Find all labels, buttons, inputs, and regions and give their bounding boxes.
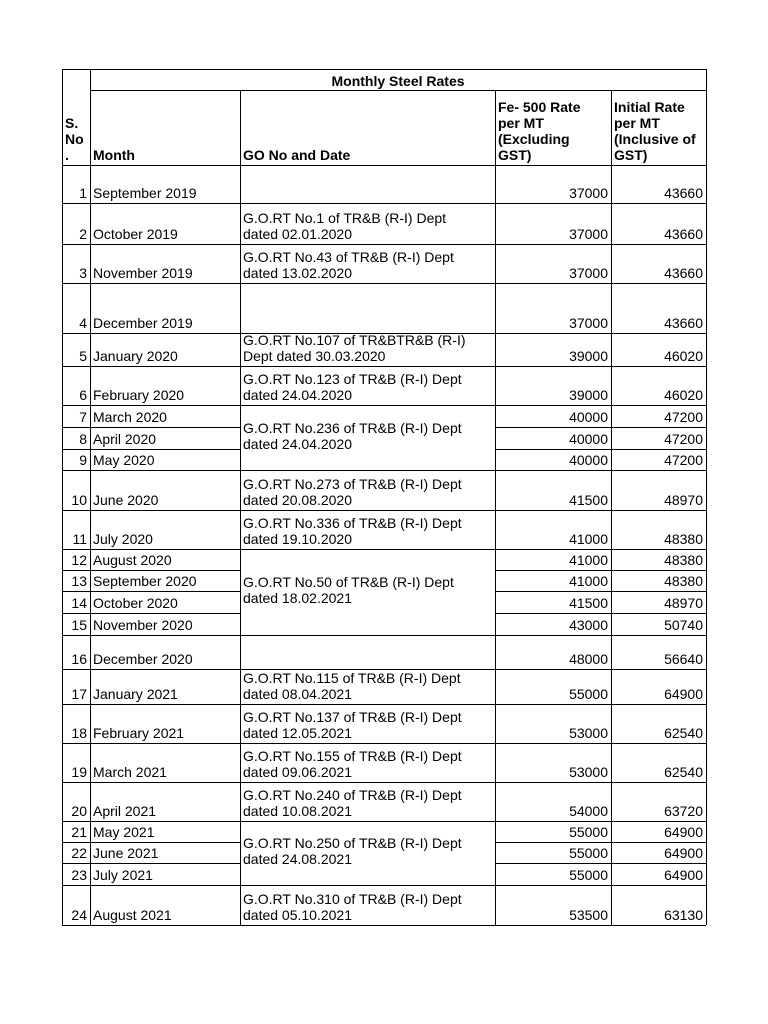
row-month: July 2020	[93, 531, 153, 547]
go-order-text: G.O.RT No.137 of TR&B (R-I) Dept dated 12.05.2021	[243, 709, 462, 741]
title-divider	[90, 90, 706, 91]
go-order-text: G.O.RT No.123 of TR&B (R-I) Dept dated 24.04.2020	[243, 371, 462, 403]
header-month: Month	[93, 147, 135, 163]
row-month: October 2020	[93, 595, 178, 611]
row-divider	[495, 427, 706, 428]
table-border	[62, 925, 706, 926]
row-sno: 7	[79, 409, 87, 425]
row-divider	[495, 366, 706, 367]
row-initial-rate: 47200	[664, 409, 703, 425]
row-divider	[495, 244, 706, 245]
row-sno: 6	[79, 387, 87, 403]
row-initial-rate: 46020	[664, 348, 703, 364]
row-divider	[62, 470, 240, 471]
go-group-divider	[240, 821, 495, 822]
row-sno: 3	[79, 265, 87, 281]
row-sno: 9	[79, 452, 87, 468]
row-month: September 2020	[93, 573, 197, 589]
row-sno: 17	[71, 686, 87, 702]
row-month: January 2020	[93, 348, 178, 364]
row-month: February 2020	[93, 387, 185, 403]
row-initial-rate: 48380	[664, 573, 703, 589]
row-month: November 2019	[93, 265, 193, 281]
row-initial-rate: 62540	[664, 725, 703, 741]
row-fe500-rate: 41000	[569, 552, 608, 568]
go-order-text: G.O.RT No.50 of TR&B (R-I) Dept dated 18.02.2021	[243, 574, 454, 606]
row-divider	[62, 405, 240, 406]
row-sno: 11	[72, 531, 87, 547]
go-order-text: G.O.RT No.310 of TR&B (R-I) Dept dated 05.10.2021	[243, 891, 462, 923]
row-divider	[495, 635, 706, 636]
row-initial-rate: 56640	[664, 651, 703, 667]
row-divider	[495, 863, 706, 864]
row-divider	[62, 570, 240, 571]
row-sno: 12	[71, 552, 87, 568]
row-sno: 21	[71, 824, 87, 840]
row-initial-rate: 47200	[664, 452, 703, 468]
row-initial-rate: 50740	[664, 617, 703, 633]
row-fe500-rate: 39000	[569, 387, 608, 403]
go-order-text: G.O.RT No.273 of TR&B (R-I) Dept dated 20.08.2020	[243, 476, 462, 508]
table-border	[62, 69, 63, 925]
row-divider	[62, 782, 240, 783]
go-order-text: G.O.RT No.1 of TR&B (R-I) Dept dated 02.01.2020	[243, 210, 447, 242]
row-sno: 2	[79, 226, 87, 242]
row-fe500-rate: 48000	[569, 651, 608, 667]
go-group-divider	[240, 549, 495, 550]
row-divider	[62, 203, 240, 204]
row-divider	[62, 549, 240, 550]
go-group-divider	[240, 366, 495, 367]
go-order-text: G.O.RT No.43 of TR&B (R-I) Dept dated 13.02.2020	[243, 249, 454, 281]
row-sno: 4	[79, 315, 87, 331]
row-fe500-rate: 37000	[569, 226, 608, 242]
row-divider	[495, 743, 706, 744]
row-divider	[495, 449, 706, 450]
row-month: June 2020	[93, 492, 159, 508]
row-initial-rate: 43660	[664, 185, 703, 201]
row-divider	[62, 449, 240, 450]
column-divider	[240, 90, 241, 925]
row-divider	[495, 510, 706, 511]
row-sno: 13	[71, 573, 87, 589]
row-initial-rate: 43660	[664, 226, 703, 242]
row-initial-rate: 63720	[664, 803, 703, 819]
row-sno: 18	[71, 725, 87, 741]
table-border	[62, 69, 706, 70]
go-group-divider	[240, 885, 495, 886]
go-group-divider	[240, 283, 495, 284]
go-order-text: G.O.RT No.236 of TR&B (R-I) Dept dated 24.04.2020	[243, 420, 462, 452]
go-group-divider	[240, 510, 495, 511]
row-sno: 1	[79, 185, 87, 201]
header-initial-rate: Initial Rate per MT (Inclusive of GST)	[614, 99, 696, 163]
row-month: May 2020	[93, 452, 155, 468]
go-group-divider	[240, 743, 495, 744]
row-divider	[495, 821, 706, 822]
row-month: May 2021	[93, 824, 155, 840]
row-divider	[62, 427, 240, 428]
column-divider	[495, 90, 496, 925]
row-sno: 14	[71, 595, 87, 611]
row-fe500-rate: 41000	[569, 573, 608, 589]
row-divider	[495, 613, 706, 614]
row-sno: 19	[71, 764, 87, 780]
go-group-divider	[240, 704, 495, 705]
row-month: March 2021	[93, 764, 167, 780]
row-divider	[495, 669, 706, 670]
row-month: July 2021	[93, 867, 153, 883]
row-fe500-rate: 54000	[569, 803, 608, 819]
row-month: April 2020	[93, 431, 157, 447]
row-divider	[62, 366, 240, 367]
go-order-text: G.O.RT No.115 of TR&B (R-I) Dept dated 08.04.2021	[243, 670, 461, 702]
row-fe500-rate: 37000	[569, 315, 608, 331]
row-sno: 10	[71, 492, 87, 508]
row-divider	[495, 333, 706, 334]
column-divider	[611, 90, 612, 925]
row-sno: 15	[71, 617, 87, 633]
row-divider	[62, 669, 240, 670]
row-divider	[495, 283, 706, 284]
row-initial-rate: 47200	[664, 431, 703, 447]
row-month: June 2021	[93, 845, 159, 861]
row-initial-rate: 48380	[664, 531, 703, 547]
row-fe500-rate: 40000	[569, 431, 608, 447]
row-divider	[62, 885, 240, 886]
go-group-divider	[240, 244, 495, 245]
row-month: November 2020	[93, 617, 193, 633]
go-group-divider	[240, 405, 495, 406]
row-divider	[495, 842, 706, 843]
row-sno: 24	[71, 907, 87, 923]
row-divider	[495, 591, 706, 592]
row-divider	[62, 821, 240, 822]
row-fe500-rate: 55000	[569, 824, 608, 840]
row-fe500-rate: 37000	[569, 185, 608, 201]
row-month: March 2020	[93, 409, 167, 425]
row-initial-rate: 46020	[664, 387, 703, 403]
row-month: August 2021	[93, 907, 172, 923]
row-fe500-rate: 53000	[569, 764, 608, 780]
go-group-divider	[240, 470, 495, 471]
go-group-divider	[240, 782, 495, 783]
row-divider	[62, 635, 240, 636]
row-divider	[62, 244, 240, 245]
row-divider	[495, 570, 706, 571]
row-sno: 20	[71, 803, 87, 819]
row-fe500-rate: 40000	[569, 452, 608, 468]
row-fe500-rate: 39000	[569, 348, 608, 364]
row-initial-rate: 48970	[664, 595, 703, 611]
row-month: September 2019	[93, 185, 197, 201]
row-divider	[62, 283, 240, 284]
row-fe500-rate: 55000	[569, 867, 608, 883]
row-initial-rate: 63130	[664, 907, 703, 923]
row-divider	[62, 591, 240, 592]
row-divider	[62, 863, 240, 864]
row-fe500-rate: 55000	[569, 686, 608, 702]
row-divider	[62, 842, 240, 843]
row-initial-rate: 64900	[664, 686, 703, 702]
row-fe500-rate: 43000	[569, 617, 608, 633]
row-divider	[495, 549, 706, 550]
row-divider	[495, 203, 706, 204]
row-fe500-rate: 37000	[569, 265, 608, 281]
header-divider	[62, 165, 706, 166]
go-order-text: G.O.RT No.250 of TR&B (R-I) Dept dated 24.08.2021	[243, 835, 462, 867]
row-sno: 16	[71, 651, 87, 667]
go-order-text: G.O.RT No.240 of TR&B (R-I) Dept dated 10.08.2021	[243, 787, 462, 819]
steel-rates-table	[62, 69, 706, 925]
row-divider	[495, 704, 706, 705]
row-divider	[495, 470, 706, 471]
row-month: January 2021	[93, 686, 178, 702]
row-initial-rate: 64900	[664, 845, 703, 861]
row-initial-rate: 48970	[664, 492, 703, 508]
header-fe500-rate: Fe- 500 Rate per MT (Excluding GST)	[498, 99, 581, 163]
row-month: August 2020	[93, 552, 172, 568]
row-sno: 5	[79, 348, 87, 364]
row-fe500-rate: 40000	[569, 409, 608, 425]
row-fe500-rate: 41500	[569, 492, 608, 508]
row-month: October 2019	[93, 226, 178, 242]
row-month: April 2021	[93, 803, 157, 819]
row-fe500-rate: 41000	[569, 531, 608, 547]
column-divider	[90, 69, 91, 925]
table-border	[706, 69, 707, 925]
row-month: December 2019	[93, 315, 193, 331]
table-title: Monthly Steel Rates	[331, 73, 465, 89]
row-month: December 2020	[93, 651, 193, 667]
row-fe500-rate: 41500	[569, 595, 608, 611]
row-sno: 23	[71, 867, 87, 883]
go-group-divider	[240, 635, 495, 636]
row-divider	[62, 613, 240, 614]
header-go: GO No and Date	[243, 147, 351, 163]
row-initial-rate: 43660	[664, 315, 703, 331]
go-group-divider	[240, 203, 495, 204]
row-initial-rate: 64900	[664, 867, 703, 883]
row-initial-rate: 43660	[664, 265, 703, 281]
row-divider	[62, 333, 240, 334]
go-order-text: G.O.RT No.155 of TR&B (R-I) Dept dated 09.06.2021	[243, 748, 462, 780]
row-divider	[495, 885, 706, 886]
go-order-text: G.O.RT No.336 of TR&B (R-I) Dept dated 19.10.2020	[243, 515, 462, 547]
header-sno: S. No .	[65, 115, 84, 163]
row-fe500-rate: 53500	[569, 907, 608, 923]
row-initial-rate: 64900	[664, 824, 703, 840]
row-initial-rate: 48380	[664, 552, 703, 568]
row-month: February 2021	[93, 725, 185, 741]
row-initial-rate: 62540	[664, 764, 703, 780]
row-divider	[495, 782, 706, 783]
row-sno: 22	[71, 845, 87, 861]
row-fe500-rate: 55000	[569, 845, 608, 861]
go-order-text: G.O.RT No.107 of TR&BTR&B (R-I) Dept dated 30.03.2020	[243, 332, 466, 364]
row-divider	[62, 743, 240, 744]
row-divider	[62, 510, 240, 511]
row-sno: 8	[79, 431, 87, 447]
row-divider	[495, 405, 706, 406]
row-fe500-rate: 53000	[569, 725, 608, 741]
row-divider	[62, 704, 240, 705]
